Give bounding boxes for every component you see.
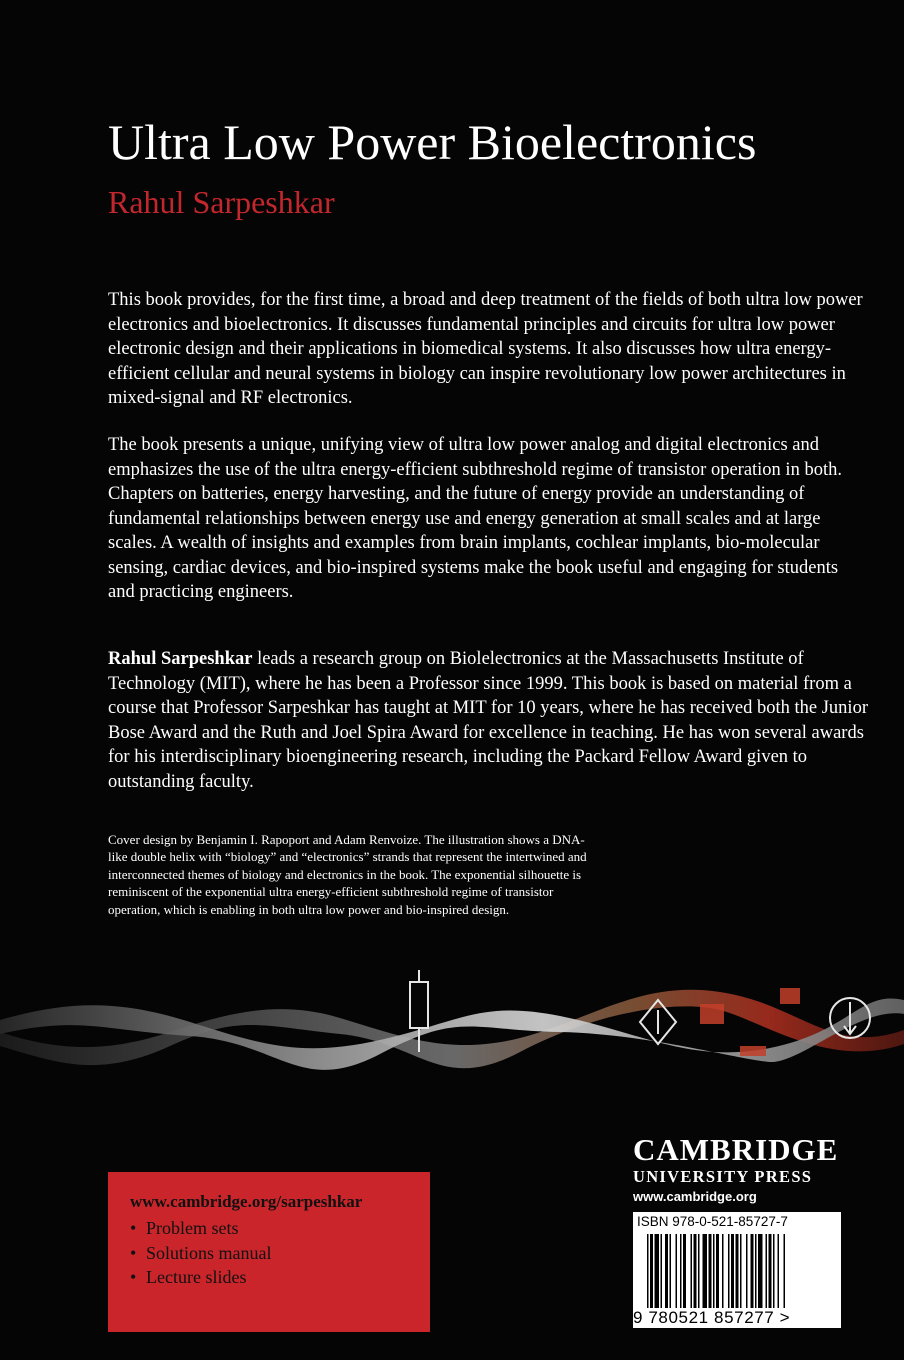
- isbn-text: ISBN 978-0-521-85727-7: [637, 1214, 788, 1229]
- publisher-subtitle: UNIVERSITY PRESS: [633, 1167, 813, 1186]
- bullet-icon: •: [130, 1218, 137, 1238]
- resources-item-label: Solutions manual: [146, 1242, 272, 1263]
- resistor-symbol: [410, 982, 428, 1028]
- publisher-name: CAMBRIDGE: [633, 1132, 839, 1167]
- description-paragraph-1: This book provides, for the first time, a broad and deep treatment of the fields of both ultra low power electronics and bioelectronics. It discusses fundamental principles and circuits for ultra low power electronic design and their applications in biomedical systems. It also discusses how ultra energy-efficient cellular and neural systems in biology can inspire revolutionary low power architectures in mixed-signal and RF electronics.: [108, 290, 863, 408]
- resources-item: [130, 1241, 272, 1266]
- resources-item-label: Lecture slides: [146, 1267, 247, 1287]
- barcode-number: 9 780521 857277 >: [633, 1308, 791, 1327]
- barcode: [633, 1212, 841, 1328]
- resources-url[interactable]: www.cambridge.org/sarpeshkar: [130, 1192, 363, 1211]
- book-title: Ultra Low Power Bioelectronics: [108, 114, 757, 170]
- publisher-url[interactable]: www.cambridge.org: [633, 1189, 757, 1204]
- author-bio-paragraph: [108, 647, 868, 794]
- resources-list: [130, 1216, 272, 1290]
- author-name: Rahul Sarpeshkar: [108, 184, 335, 220]
- publisher-logo: [633, 1134, 838, 1206]
- bullet-icon: •: [130, 1267, 137, 1287]
- author-bio-text: leads a research group on Biolelectronics at the Massachusetts Institute of Technology (MIT), where he has been a Professor since 1999. This book is based on material from a course that Professor Sarpeshkar has taught at MIT for 10 years, where he has received both the Junior Bose Award and the Ruth and Joel Spira Award for excellence in teaching. He has won several awards for his interdisciplinary bioengineering research, including the Packard Fellow Award given to outstanding faculty.: [108, 649, 868, 792]
- author-bio-name: Rahul Sarpeshkar: [108, 649, 253, 669]
- resources-item: [130, 1265, 272, 1290]
- cover-credit: Cover design by Benjamin I. Rapoport and Adam Renvoize. The illustration shows a DNA-like double helix with “biology” and “electronics” strands that represent the intertwined and interconnected themes of biology and electronics in the book. The exponential silhouette is reminiscent of the exponential ultra energy-efficient subthreshold regime of transistor operation, which is enabling in both ultra low power and bio-inspired design.: [108, 832, 587, 917]
- description-paragraph-2: The book presents a unique, unifying view of ultra low power analog and digital electronics and emphasizes the use of the ultra energy-efficient subthreshold regime of transistor operation in both. Chapters on batteries, energy harvesting, and the future of energy provide an understanding of fundamental relationships between energy use and energy generation at small scales and at large scales. A wealth of insights and examples from brain implants, cochlear implants, bio-molecular sensing, cardiac devices, and bio-inspired systems make the book useful and engaging for students and practicing engineers.: [108, 435, 842, 602]
- resources-item-label: Problem sets: [146, 1218, 239, 1238]
- bullet-icon: •: [130, 1242, 137, 1263]
- dna-helix-illustration: [0, 960, 904, 1080]
- resources-item: [130, 1216, 272, 1241]
- resources-box: [108, 1172, 430, 1332]
